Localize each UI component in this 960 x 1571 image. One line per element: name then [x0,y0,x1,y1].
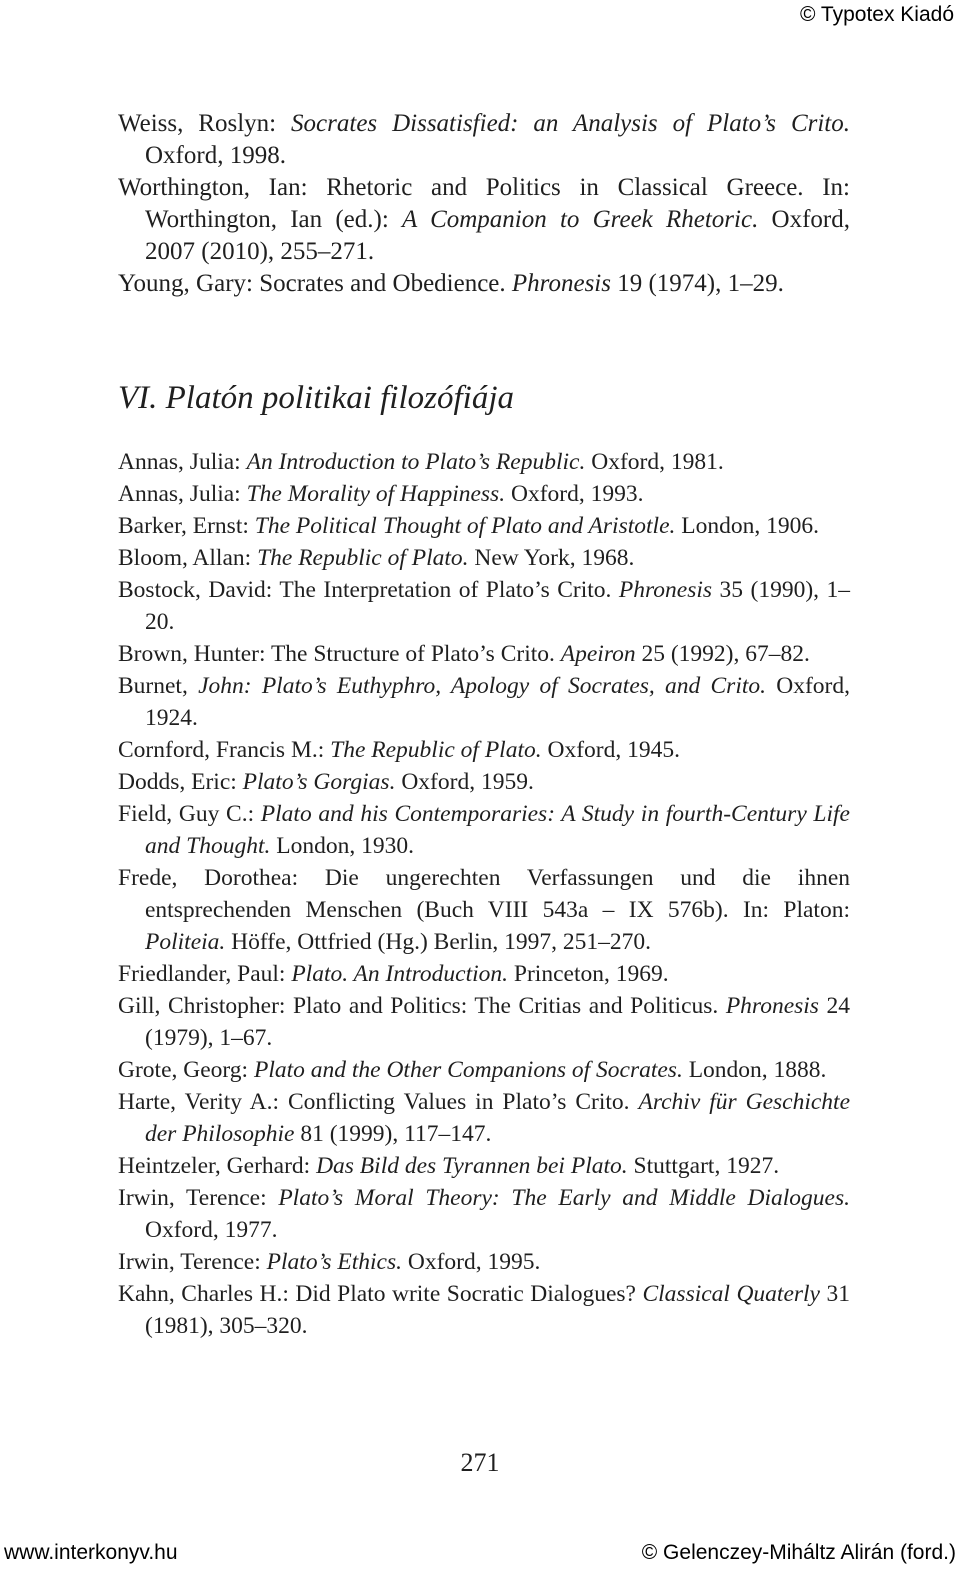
bibliography-entry: Grote, Georg: Plato and the Other Companions of Socrates. London, 1888. [118,1057,827,1083]
website-link[interactable]: www.interkonyv.hu [4,1541,178,1564]
bibliography-list [118,446,850,1342]
bibliography-entry: Gill, Christopher: Plato and Politics: The Critias and Politicus. Phronesis 24 (1979), 1–67. [118,993,850,1051]
bibliography-entry: Worthington, Ian: Rhetoric and Politics in Classical Greece. In: Worthington, Ian (ed.): A Companion to Greek Rhetoric. Oxford, 2007 (2010), 255–271. [118,174,850,265]
section-heading: VI. Platón politikai filozófiája [118,380,514,416]
bibliography-entry: Friedlander, Paul: Plato. An Introduction. Princeton, 1969. [118,961,669,987]
translator-copyright: © Gelenczey-Miháltz Alirán (ford.) [641,1541,956,1564]
bibliography-entry: Dodds, Eric: Plato’s Gorgias. Oxford, 1959. [118,769,534,795]
bibliography-entry: Cornford, Francis M.: The Republic of Plato. Oxford, 1945. [118,737,680,763]
bibliography-entry: Young, Gary: Socrates and Obedience. Phronesis 19 (1974), 1–29. [118,270,784,297]
bibliography-entry: Heintzeler, Gerhard: Das Bild des Tyrannen bei Plato. Stuttgart, 1927. [118,1153,780,1179]
bibliography-entry: Irwin, Terence: Plato’s Ethics. Oxford, 1995. [118,1249,541,1275]
bibliography-entry: Brown, Hunter: The Structure of Plato’s Crito. Apeiron 25 (1992), 67–82. [118,641,810,667]
bibliography-entry: Irwin, Terence: Plato’s Moral Theory: The Early and Middle Dialogues. Oxford, 1977. [118,1185,850,1243]
bibliography-entry: Field, Guy C.: Plato and his Contemporaries: A Study in fourth-Century Life and Thought. London, 1930. [118,801,850,859]
bibliography-entry: Annas, Julia: The Morality of Happiness. Oxford, 1993. [118,481,644,507]
bibliography-entry: Bostock, David: The Interpretation of Plato’s Crito. Phronesis 35 (1990), 1–20. [118,577,850,635]
bibliography-entry: Bloom, Allan: The Republic of Plato. New York, 1968. [118,545,635,571]
page-number: 271 [460,1448,500,1477]
bibliography-entry: Burnet, John: Plato’s Euthyphro, Apology of Socrates, and Crito. Oxford, 1924. [118,673,850,731]
publisher-copyright: © Typotex Kiadó [799,3,954,26]
bibliography-entry: Weiss, Roslyn: Socrates Dissatisfied: an Analysis of Plato’s Crito. Oxford, 1998. [118,110,850,169]
bibliography-entry: Kahn, Charles H.: Did Plato write Socratic Dialogues? Classical Quaterly 31 (1981), 305–320. [118,1281,850,1339]
bibliography-entry: Barker, Ernst: The Political Thought of Plato and Aristotle. London, 1906. [118,513,819,539]
bibliography-entry: Harte, Verity A.: Conflicting Values in Plato’s Crito. Archiv für Geschichte der Philosophie 81 (1999), 117–147. [118,1089,850,1147]
bibliography-entry: Annas, Julia: An Introduction to Plato’s Republic. Oxford, 1981. [118,449,724,475]
bibliography-continued [118,108,850,300]
bibliography-entry: Frede, Dorothea: Die ungerechten Verfassungen und die ihnen entsprechenden Menschen (Buch VIII 543a – IX 576b). In: Platon: Politeia. Höffe, Ottfried (Hg.) Berlin, 1997, 251–270. [118,865,850,955]
